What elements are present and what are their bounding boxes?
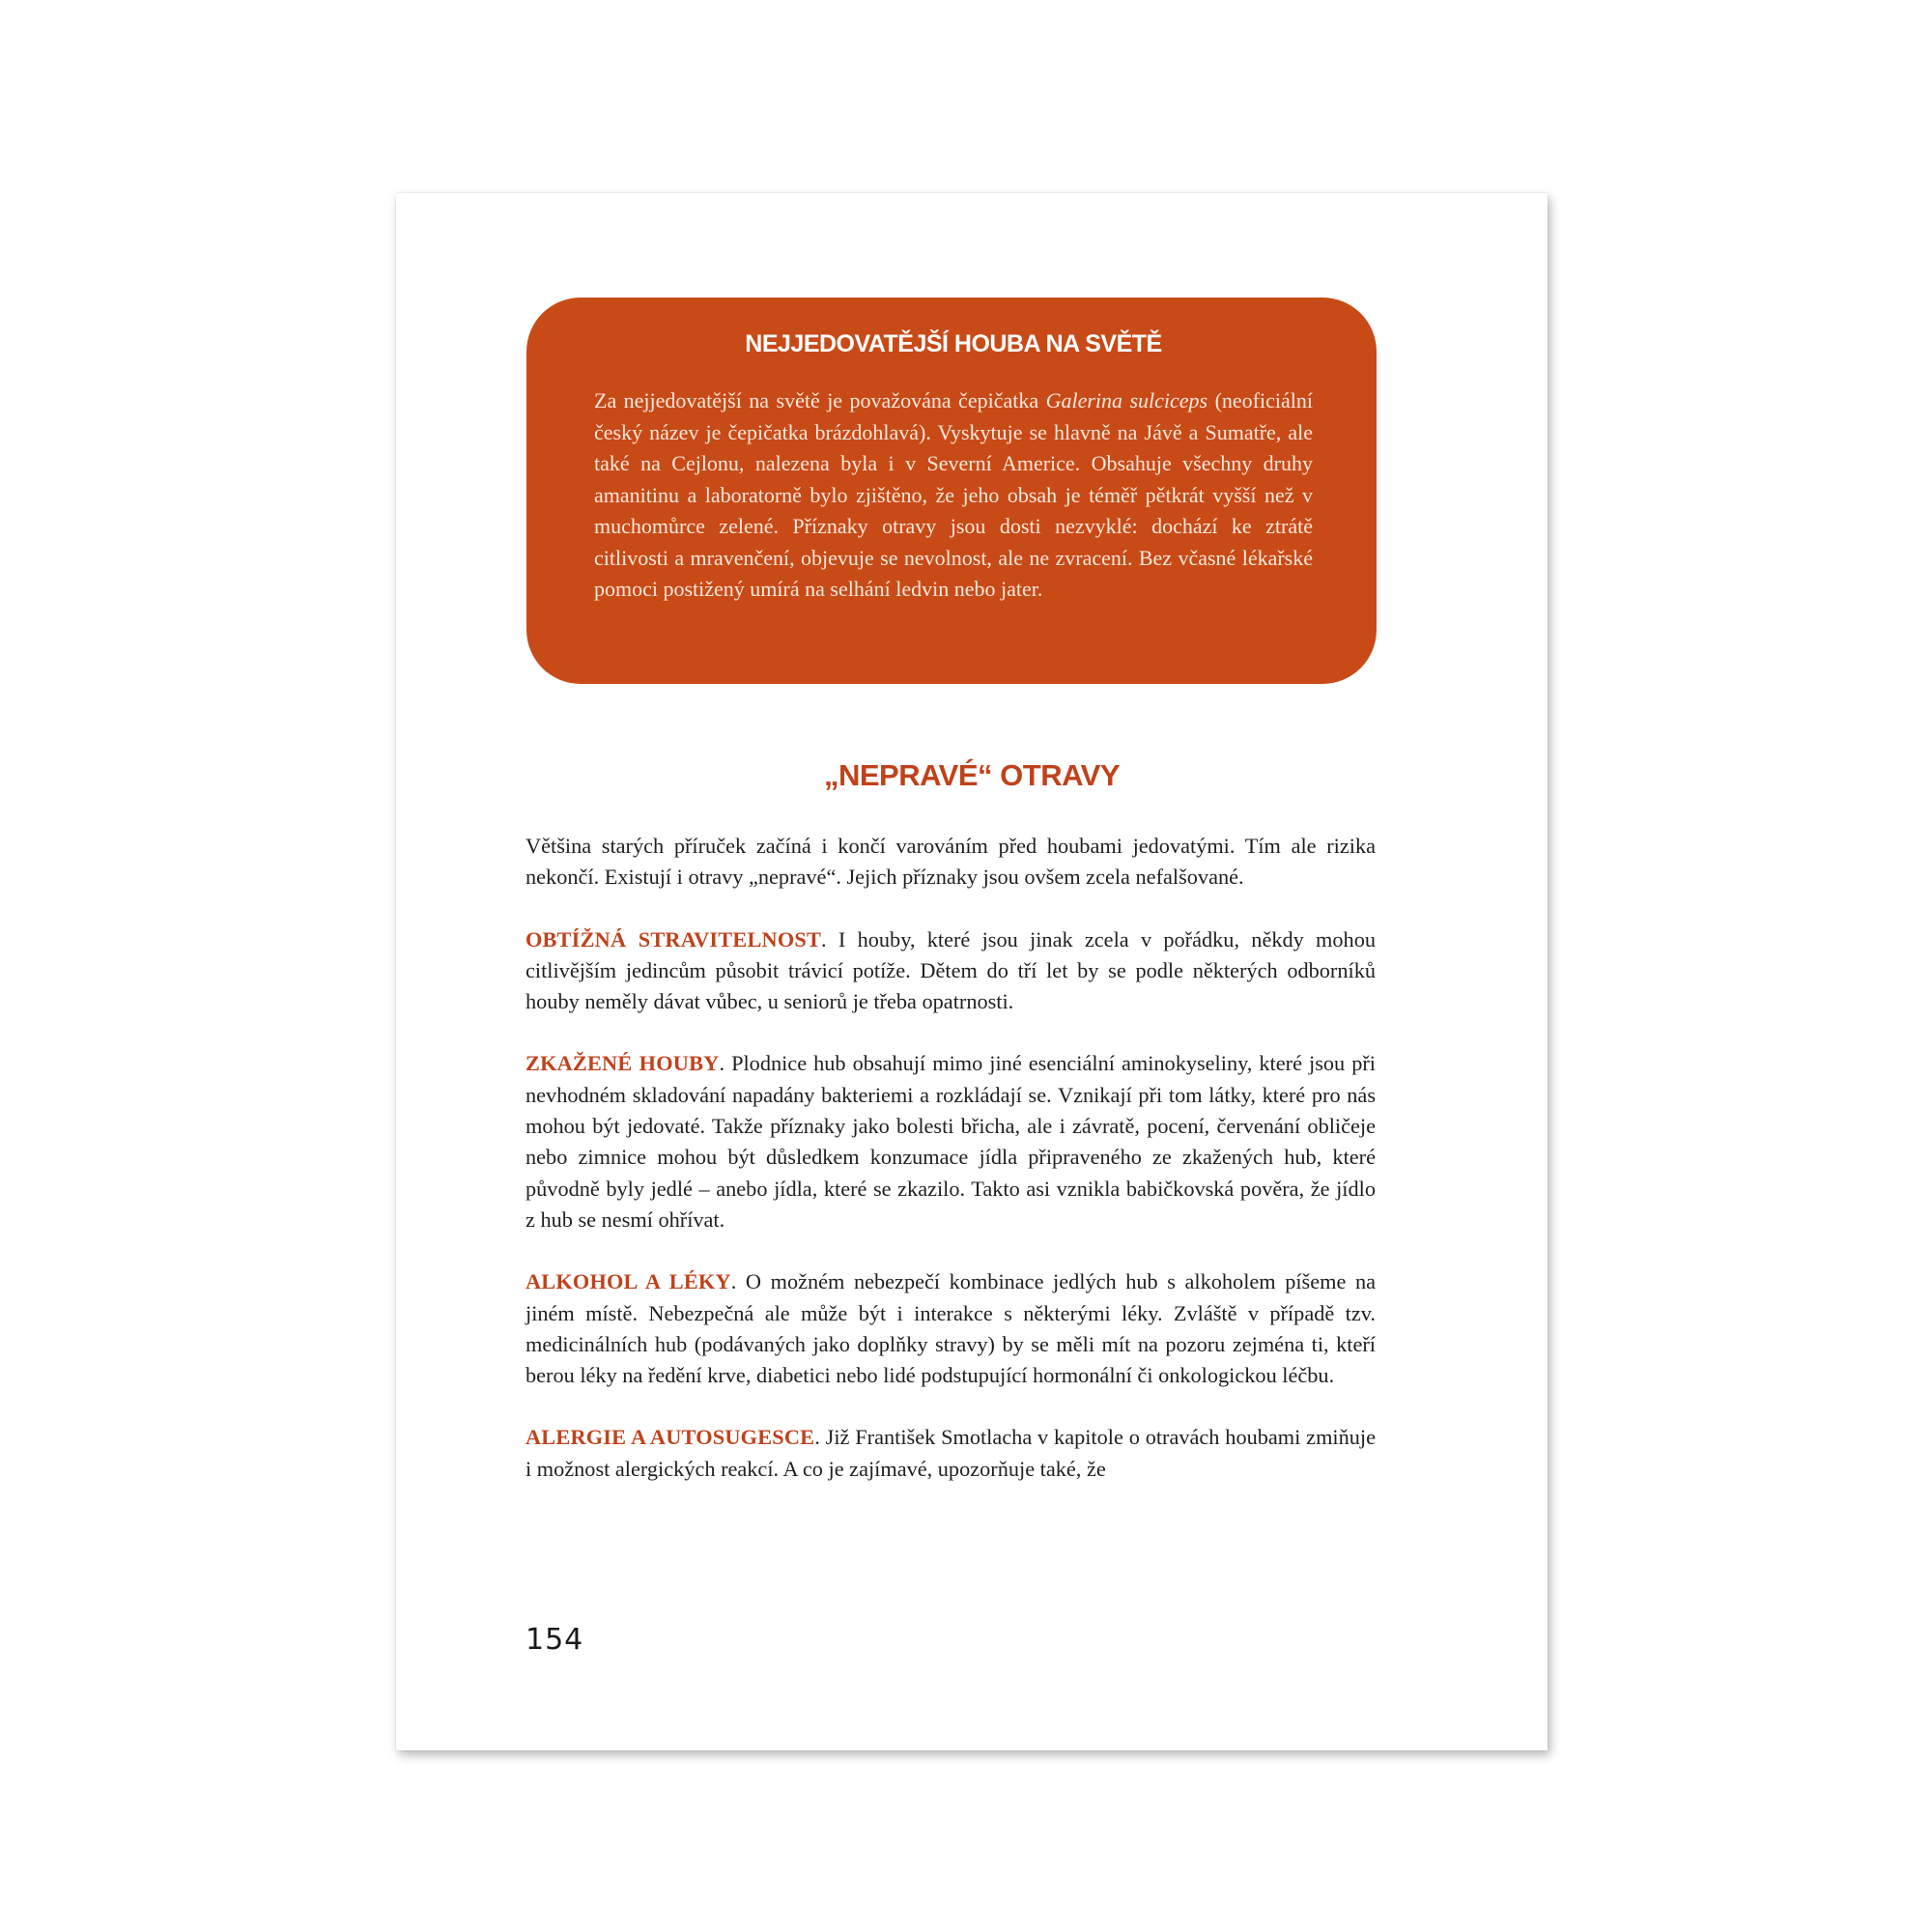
callout-body — [594, 385, 1313, 606]
paragraph-alcohol-drugs — [526, 1266, 1376, 1391]
paragraph-lead: ALERGIE A AUTOSUGESCE — [526, 1425, 815, 1450]
callout-text-rest: (neoficiální český název je čepičatka brázdohlavá). Vyskytuje se hlavně na Jávě a Sumatře, ale také na Cejlonu, nalezena byla i v Severní Americe. Obsahuje všechny druhy amanitinu a laboratorně bylo zjištěno, že jeho obsah je téměř pětkrát vyšší než v muchomůrce zelené. Příznaky otravy jsou dosti nezvyklé: dochází ke ztrátě citlivosti a mravenčení, objevuje se nevolnost, ale ne zvracení. Bez včasné lékařské pomoci postižený umírá na selhání ledvin nebo jater. — [594, 388, 1313, 601]
info-callout-box — [526, 298, 1377, 684]
paragraph-lead: ZKAŽENÉ HOUBY — [526, 1051, 720, 1076]
section-title: „NEPRAVÉ“ OTRAVY — [823, 758, 1121, 792]
paragraph-text: . O možném nebezpečí kombinace jedlých hub s alkoholem píšeme na jiném místě. Nebezpečná ale může být i interakce s některými léky. Zvláště v případě tzv. medicinálních hub (podávaných jako doplňky stravy) by se měli mít na pozoru zejména ti, kteří berou léky na ředění krve, diabetici nebo lidé podstupující hormonální či onkologickou léčbu. — [526, 1269, 1376, 1388]
callout-title: NEJJEDOVATĚJŠÍ HOUBA NA SVĚTĚ — [745, 330, 1162, 357]
paragraph-lead: OBTÍŽNÁ STRAVITELNOST — [526, 926, 822, 952]
intro-paragraph: Většina starých příruček začíná i končí varováním před houbami jedovatými. Tím ale rizika nekončí. Existují i otravy „nepravé“. Jejich příznaky jsou ovšem zcela nefalšované. — [526, 834, 1376, 890]
paragraph-spoiled-mushrooms — [526, 1048, 1376, 1236]
callout-text-intro: Za nejjedovatější na světě je považována čepičatka — [594, 388, 1046, 412]
paragraph-text: . Již František Smotlacha v kapitole o otravách houbami zmiňuje i možnost alergických reakcí. A co je zajímavé, upozorňuje také, že — [526, 1425, 1376, 1481]
callout-species-name: Galerina sulciceps — [1045, 388, 1208, 412]
page-number: 154 — [526, 1623, 584, 1657]
paragraph-allergy-autosuggestion — [526, 1422, 1376, 1485]
paragraph-text: . Plodnice hub obsahují mimo jiné esenciální aminokyseliny, které jsou při nevhodném skladování napadány bakteriemi a rozkládají se. Vznikají při tom látky, které pro nás mohou být jedovaté. Takže příznaky jako bolesti břicha, ale i závratě, pocení, červenání obličeje nebo zimnice mohou být důsledkem konzumace jídla připraveného ze zkažených hub, které původně byly jedlé – anebo jídla, které se zkazilo. Takto asi vznikla babičkovská pověra, že jídlo z hub se nesmí ohřívat. — [526, 1051, 1376, 1232]
section-body — [526, 831, 1376, 1516]
paragraph-lead: ALKOHOL A LÉKY — [526, 1269, 731, 1294]
paragraph-text: . I houby, které jsou jinak zcela v pořádku, někdy mohou citlivějším jedincům působit trávicí potíže. Dětem do tří let by se podle některých odborníků houby neměly dávat vůbec, u seniorů je třeba opatrnosti. — [526, 926, 1376, 1014]
paragraph-digestibility — [526, 924, 1376, 1018]
book-page — [396, 193, 1548, 1750]
